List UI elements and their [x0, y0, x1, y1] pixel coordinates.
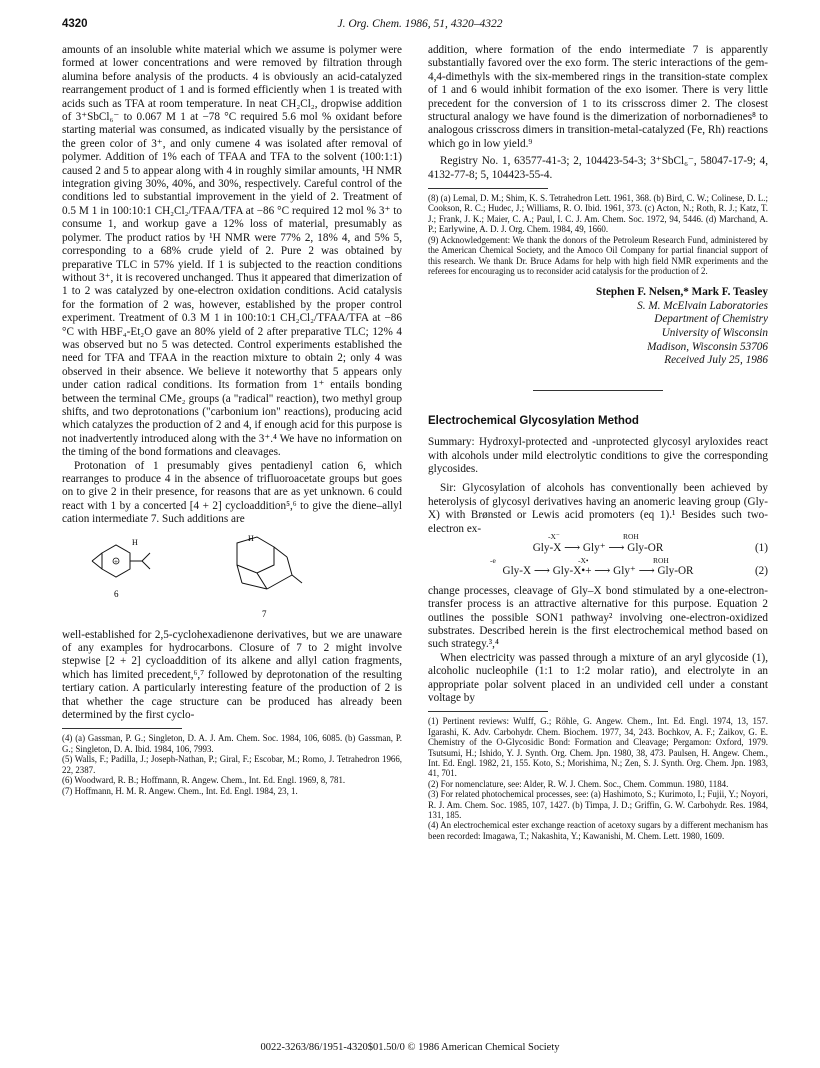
equation-2-text: Gly-X ⟶ Gly-X•+ ⟶ Gly⁺ ⟶ Gly-OR — [502, 565, 694, 578]
affiliation-city: Madison, Wisconsin 53706 — [647, 340, 768, 353]
left-paragraph-3: well-established for 2,5-cyclohexadienone derivatives, but we are unaware of any examples for hydrocarbons. Closure of 7 to 2 might involve stepwise [2 + 2] cycloaddition of its alkene and allyl cation fragments, which has limited precedent,⁶,⁷ followed by deprotonation of the resulting tertiary cation. A particularly interesting feature of the production of 2 is that whether the cage structure can be produced has already been determined by the first cyclo- — [62, 628, 402, 722]
eq2-arrow-label-1: -e — [490, 555, 496, 565]
footnote-7: (7) Hoffmann, H. M. R. Angew. Chem., Int. Ed. Engl. 1984, 23, 1. — [62, 785, 298, 796]
struct-h-label-2: H — [248, 533, 254, 543]
struct-label-7: 7 — [262, 608, 267, 619]
right-paragraph-1: addition, where formation of the endo intermediate 7 is apparently substantially favored over the exo form. The steric interactions of the gem-4,4-dimethyls with the six-membered rings in the transition-state complex of 1 and 6 would inhibit formation of the exo isomer. There is very little precedent for the conversion of 1 to its crisscross dimer 2. The closest structural analogy we have found is the dimerization of norbornadienes⁸ to analogous crisscross dimers in transition-metal-catalyzed (Fe, Rh) reactions which go in low yield.⁹ — [428, 44, 768, 150]
eq1-arrow-label-2: ROH — [623, 532, 639, 542]
right-paragraph-2: change processes, cleavage of Gly–X bond stimulated by a one-electron-transfer process is an attractive alternative for this purpose. Equation 2 outlines the possible SON1 pathway² involving one-electron-oxidized substrates. Described herein is the first electrochemical method based on such strategy.³,⁴ — [428, 584, 768, 651]
footnote-9: (9) Acknowledgement: We thank the donors of the Petroleum Research Fund, administered by the American Chemical Society, and the Amoco Oil Company for partial financial support of this research. We thank Dr. Bruce Adams for help with high field NMR experiments and the referees for encouraging us to reconsider acid catalysis for the production of 2. — [428, 234, 768, 276]
left-paragraph-2: Protonation of 1 presumably gives pentadienyl cation 6, which rearranges to produce 4 in the absence of trifluoroacetate groups but goes on to give 2 in their presence, for reasons that are as yet unknown. 6 could react with 1 by a concerted [4 + 2] cycloaddition⁵,⁶ to give the diene–allyl cation intermediate 7. Such additions are — [62, 459, 402, 526]
running-header — [62, 18, 778, 34]
eq2-arrow-label-2: -X• — [578, 555, 589, 565]
article-separator — [533, 390, 663, 391]
sir-paragraph: Sir: Glycosylation of alcohols has conventionally been achieved by heterolysis of glycosyl derivatives having an anomeric leaving group (Gly-X) with Brønsted or Lewis acid promoters (eq 1).¹ Besides such two-electron ex- — [428, 482, 768, 535]
left-column — [62, 44, 402, 796]
footnote-rule-right-2 — [428, 711, 548, 712]
structures-6-7 — [62, 531, 402, 623]
affiliation-lab: S. M. McElvain Laboratories — [637, 299, 768, 312]
page-number: 4320 — [62, 18, 88, 30]
equation-2-number: (2) — [754, 565, 768, 578]
footnote-6: (6) Woodward, R. B.; Hoffmann, R. Angew. Chem., Int. Ed. Engl. 1969, 8, 781. — [62, 775, 346, 786]
summary: Summary: Hydroxyl-protected and -unprotected glycosyl aryloxides react with alcohols under mild electrolytic conditions to give the corresponding glycosides. — [428, 436, 768, 475]
article-title: Electrochemical Glycosylation Method — [428, 414, 639, 427]
left-paragraph-1: amounts of an insoluble white material which we assume is polymer were formed at lower concentrations and were removed by filtration through alumina before analysis of the products. 4 is obviously an acid-catalyzed rearrangement product of 1 and is formed efficiently when 1 is treated with acids such as TFA at room temperature. In neat CH₂Cl₂, dropwise addition of 3⁺SbCl₆⁻ to 0.067 M 1 at −78 °C required 5.6 mol % oxidant before starting material was consumed, as indicated visually by the persistance of the green color of 3⁺, and only cumene 4 was isolated after removal of polymer. Addition of 1% each of TFAA and TFA to the solvent (100:1:1) caused 2 and 5 to appear along with 4 in roughly similar amounts, ¹H NMR integration giving 30%, 40%, and 30%, respectively. Careful control of the conditions led to substantial improvement in the yield of 2. Treatment of 0.5 M 1 in 100:10:1 CH₂Cl₂/TFAA/TFA at −86 °C required 12 mol % 3⁺ to consume 1, and workup gave a 12% loss of material, presumably as polymer. The product ratios by ¹H NMR were 77% 2, 18% 4, and 5% 5, corresponding to a 68% crude yield of 2. Pure 2 was obtained by preparative TLC in 57% yield. If 1 is subjected to the reaction conditions without 3⁺, it is recovered unchanged. Thus it appeared that dimerization of 1 to 2 was catalyzed by one-electron oxidation conditions. Acid catalysis for the formation of 2 was, however, established by the proper control experiment. Treatment of 0.3 M 1 in 100:10:1 CH₂Cl₂/TFAA/TFA at −86 °C with HBF₄-Et₂O gave an 80% yield of 2 after preparative TLC; 12% 4 was observed but no 5 was detected. Control experiments established the need for TFA and TFAA in the reaction mixture to obtain 2; only 4 was observed in their absence. We believe it noteworthy that 5 appears only under cation radical conditions. Its formation from 1⁺ entails bonding between the terminal CMe₂ groups (a "radical" reaction), two methyl group shifts, and two deprotonations ("carbonium ion" reactions), producing acid which catalyzes the production of 2 and 4, if enough acid for this purpose is not inadvertently introduced along with the 3⁺.⁴ We have no information on the timing of the bond formations and cleavages. — [62, 44, 402, 459]
footnote-1: (1) Pertinent reviews: Wulff, G.; Röhle, G. Angew. Chem., Int. Ed. Engl. 1974, 13, 157. Igarashi, K. Adv. Carbohydr. Chem. Biochem. 1977, 34, 243. Bochkov, A. F.; Zaikov, G. E. Chemistry of the O-Glycosidic Bond: Formation and Cleavage; Pergamon: Oxford, 1979. Tsutsumi, H.; Ishido, Y. J. Synth. Org. Chem. Jpn. 1980, 38, 473. Paulsen, H. Angew. Chem., Int. Ed. Engl. 1982, 21, 155. Koto, S.; Morishima, N.; Zen, S. J. Synth. Org. Chem. Jpn. 1983, 41, 701. — [428, 716, 768, 779]
footnote-5: (5) Walls, F.; Padilla, J.; Joseph-Nathan, P.; Giral, F.; Escobar, M.; Romo, J. Tetrahedron 1966, 22, 2387. — [62, 754, 402, 775]
footnote-3: (3) For related photochemical processes, see: (a) Hashimoto, S.; Kurimoto, I.; Fujii, Y.; Noyori, R. J. Am. Chem. Soc. 1985, 107, 1427. (b) Timpa, J. D.; Griffin, G. W. Carbohydr. Res. 1984, 131, 185. — [428, 789, 768, 821]
affiliation-univ: University of Wisconsin — [661, 326, 768, 339]
svg-text:+: + — [114, 557, 118, 566]
page-footer: 0022-3263/86/1951-4320$01.50/0 © 1986 American Chemical Society — [260, 1042, 560, 1053]
footnote-4-left: (4) (a) Gassman, P. G.; Singleton, D. A. J. Am. Chem. Soc. 1984, 106, 6085. (b) Gassman, P. G.; Singleton, D. A. Ibid. 1984, 106, 7993. — [62, 733, 402, 754]
right-paragraph-3: When electricity was passed through a mixture of an aryl glycoside (1), alcoholic nucleophile (1:1 to 1:2 molar ratio), and electrolyte in an appropriate polar solvent placed in an undivided cell under a constant voltage by — [428, 651, 768, 704]
affiliation-dept: Department of Chemistry — [654, 313, 768, 326]
eq2-arrow-label-3: ROH — [653, 555, 669, 565]
footnote-2: (2) For nomenclature, see: Alder, R. W. J. Chem. Soc., Chem. Commun. 1980, 1184. — [428, 778, 729, 789]
equation-1-text: Gly-X ⟶ Gly⁺ ⟶ Gly-OR — [532, 541, 664, 554]
footnote-rule-right — [428, 188, 548, 189]
footnote-rule — [62, 728, 182, 729]
struct-h-label-1: H — [132, 537, 138, 547]
chemical-structure-drawing — [62, 531, 402, 623]
received-date: Received July 25, 1986 — [664, 354, 768, 367]
right-column — [428, 44, 768, 841]
footnote-8: (8) (a) Lemal, D. M.; Shim, K. S. Tetrahedron Lett. 1961, 368. (b) Bird, C. W.; Colinese, D. L.; Cookson, R. C.; Hudec, J.; Williams, R. O. Ibid. 1961, 373. (c) Acton, N.; Roth, R. J.; Katz, T. J.; Frank, J. K.; Maier, C. A.; Paul, I. C. J. Am. Chem. Soc. 1972, 94, 5446. (d) Marchand, A. P.; Earlywine, A. D. J. Org. Chem. 1984, 49, 1660. — [428, 193, 768, 235]
registry-numbers: Registry No. 1, 63577-41-3; 2, 104423-54-3; 3⁺SbCl₆⁻, 58047-17-9; 4, 4132-77-8; 5, 104423-55-4. — [428, 155, 768, 181]
equation-2 — [428, 555, 768, 578]
struct-label-6: 6 — [114, 588, 119, 599]
equation-1-number: (1) — [754, 541, 768, 554]
journal-citation: J. Org. Chem. 1986, 51, 4320–4322 — [337, 18, 503, 30]
equation-1 — [428, 532, 768, 555]
authors: Stephen F. Nelsen,* Mark F. Teasley — [596, 286, 768, 299]
footnote-4-right: (4) An electrochemical ester exchange reaction of acetoxy sugars by a different mechanism has been recorded: Imagawa, T.; Nakashita, Y.; Kawanishi, M. Chem. Lett. 1980, 1609. — [428, 820, 768, 841]
eq1-arrow-label-1: -X⁻ — [548, 532, 560, 542]
